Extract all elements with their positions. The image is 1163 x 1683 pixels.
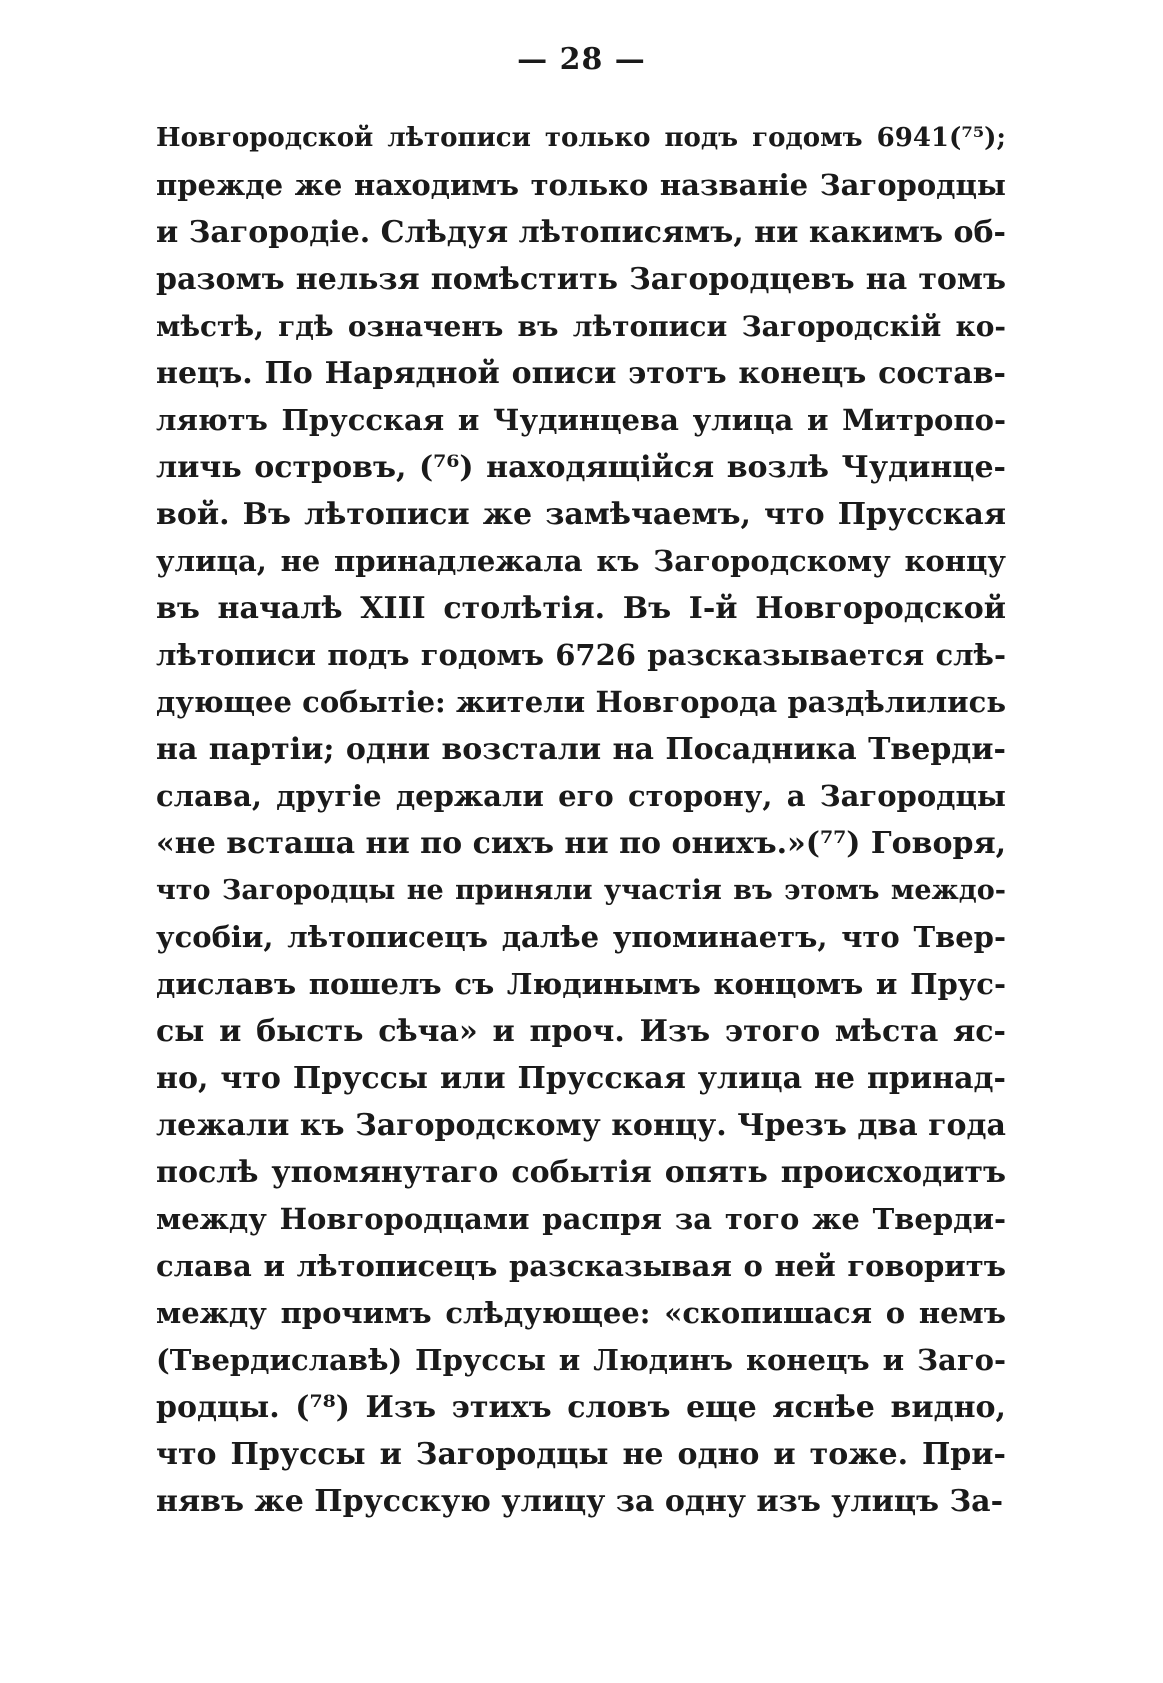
text-line: сы и бысть сѣча» и проч. Изъ этого мѣста яс-	[156, 1014, 1006, 1049]
text-line: (Твердиславѣ) Пруссы и Людинъ конецъ и Заго-	[156, 1343, 1006, 1377]
text-line: нецъ. По Нарядной описи этотъ конецъ состав-	[156, 356, 1006, 391]
text-line: усобіи, лѣтописецъ далѣе упоминаетъ, что Твер-	[156, 920, 1006, 954]
text-line: послѣ упомянутаго событія опять происходитъ	[156, 1155, 1006, 1190]
text-line: слава и лѣтописецъ разсказывая о ней говоритъ	[156, 1249, 1006, 1283]
text-line: но, что Пруссы или Прусская улица не принад-	[156, 1061, 1006, 1096]
text-line: и Загородіе. Слѣдуя лѣтописямъ, ни какимъ об-	[156, 215, 1006, 250]
text-line: прежде же находимъ только названіе Загородцы	[156, 168, 1006, 202]
text-line: что Загородцы не приняли участія въ этомъ междо-	[156, 875, 1006, 906]
text-line: ляютъ Прусская и Чудинцева улица и Митропо-	[156, 403, 1006, 437]
text-line: вой. Въ лѣтописи же замѣчаемъ, что Прусская	[156, 497, 1006, 532]
text-line: диславъ пошелъ съ Людинымъ концомъ и Прус-	[156, 967, 1006, 1001]
text-line: что Пруссы и Загородцы не одно и тоже. При-	[156, 1437, 1006, 1472]
text-line: между прочимъ слѣдующее: «скопишася о немъ	[156, 1296, 1006, 1330]
text-line: улица, не принадлежала къ Загородскому концу	[156, 544, 1006, 578]
text-line: родцы. (⁷⁸) Изъ этихъ словъ еще яснѣе видно,	[156, 1390, 1006, 1425]
text-line: на партіи; одни возстали на Посадника Тверди-	[156, 732, 1006, 767]
text-line: лежали къ Загородскому концу. Чрезъ два года	[156, 1108, 1006, 1143]
page-number: — 28 —	[517, 42, 646, 77]
text-line: между Новгородцами распря за того же Тверди-	[156, 1202, 1006, 1236]
text-line: разомъ нельзя помѣстить Загородцевъ на томъ	[156, 262, 1006, 297]
text-line: личь островъ, (⁷⁶) находящійся возлѣ Чудинце-	[156, 450, 1006, 485]
text-line: Новгородской лѣтописи только подъ годомъ 6941(⁷⁵);	[156, 123, 1006, 153]
text-line: слава, другіе держали его сторону, а Загородцы	[156, 779, 1006, 813]
text-line: нявъ же Прусскую улицу за одну изъ улицъ За-	[156, 1484, 1004, 1519]
text-line: въ началѣ XIII столѣтія. Въ I-й Новгородской	[156, 591, 1006, 626]
text-line: мѣстѣ, гдѣ означенъ въ лѣтописи Загородскій ко-	[156, 310, 1006, 343]
text-line: дующее событіе: жители Новгорода раздѣлились	[156, 685, 1006, 719]
body-text	[156, 115, 1006, 1525]
text-line: «не всташа ни по сихъ ни по онихъ.»(⁷⁷) Говоря,	[156, 826, 1006, 861]
text-line: лѣтописи подъ годомъ 6726 разсказывается слѣ-	[156, 638, 1006, 672]
